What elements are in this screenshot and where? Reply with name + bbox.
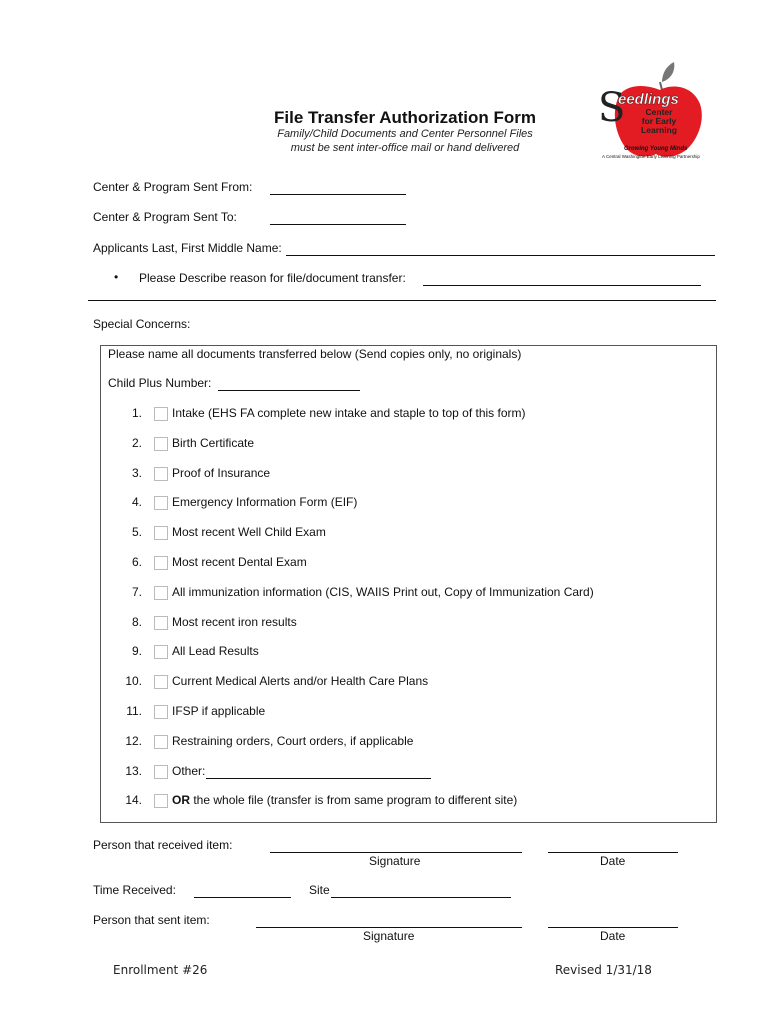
checklist-item-text: Current Medical Alerts and/or Health Care Plans: [172, 674, 429, 688]
received-date-line[interactable]: [548, 852, 678, 853]
reason-line[interactable]: [423, 285, 701, 286]
checklist-item-number: 13.: [125, 764, 142, 778]
checklist-checkbox[interactable]: [154, 437, 168, 451]
checklist-checkbox[interactable]: [154, 765, 168, 779]
checklist-item-text: IFSP if applicable: [172, 704, 266, 718]
checklist-item-text: Emergency Information Form (EIF): [172, 495, 358, 509]
checklist-item-number: 8.: [131, 615, 142, 629]
sent-date-line[interactable]: [548, 927, 678, 928]
checklist-checkbox[interactable]: [154, 645, 168, 659]
logo-line3: Learning: [641, 125, 677, 135]
checklist-item-number: 14.: [125, 793, 142, 807]
footer-revised: Revised 1/31/18: [555, 963, 652, 977]
checklist-checkbox[interactable]: [154, 675, 168, 689]
checklist-item-text: [172, 793, 517, 807]
applicant-name-label: Applicants Last, First Middle Name:: [93, 241, 282, 255]
logo-line2: for Early: [641, 116, 677, 126]
checklist-checkbox[interactable]: [154, 705, 168, 719]
other-line[interactable]: [206, 778, 431, 779]
sent-to-label: Center & Program Sent To:: [93, 210, 237, 224]
sent-from-line[interactable]: [270, 194, 406, 195]
checklist-checkbox[interactable]: [154, 407, 168, 421]
logo-partnership: A Central Washington Early Learning Partnership: [602, 154, 700, 159]
form-title: File Transfer Authorization Form: [274, 108, 536, 127]
checklist-checkbox[interactable]: [154, 467, 168, 481]
bullet-icon: •: [114, 270, 119, 284]
documents-instruction: Please name all documents transferred below (Send copies only, no originals): [108, 347, 522, 361]
sent-to-line[interactable]: [270, 224, 406, 225]
sent-signature-caption: Signature: [363, 929, 415, 943]
checklist-item-text: Most recent Dental Exam: [172, 555, 307, 569]
checklist-item-text: Proof of Insurance: [172, 466, 271, 480]
checklist-item-number: 1.: [131, 406, 142, 420]
time-received-label: Time Received:: [93, 883, 176, 897]
special-concerns-label: Special Concerns:: [93, 317, 191, 331]
checklist-item-text: Birth Certificate: [172, 436, 255, 450]
checklist-item-text: Most recent iron results: [172, 615, 297, 629]
logo-tagline: Growing Young Minds: [624, 146, 688, 152]
time-received-line[interactable]: [194, 897, 291, 898]
reason-line-2[interactable]: [88, 300, 716, 301]
sent-from-label: Center & Program Sent From:: [93, 180, 253, 194]
reason-label: Please Describe reason for file/document transfer:: [139, 271, 406, 285]
checklist-item-number: 3.: [131, 466, 142, 480]
checklist-item-number: 5.: [131, 525, 142, 539]
checklist-checkbox[interactable]: [154, 586, 168, 600]
checklist-item-text: Other:: [172, 764, 206, 778]
form-subtitle-line2: must be sent inter-office mail or hand delivered: [290, 142, 520, 154]
checklist-item-number: 2.: [131, 436, 142, 450]
checklist-checkbox[interactable]: [154, 556, 168, 570]
logo-line1: Center: [645, 107, 673, 117]
checklist-or-label: OR: [172, 793, 190, 807]
checklist-checkbox[interactable]: [154, 794, 168, 808]
applicant-name-line[interactable]: [286, 255, 715, 256]
checklist-item-number: 9.: [131, 644, 142, 658]
checklist-item-number: 11.: [126, 704, 142, 718]
checklist-item-text: Restraining orders, Court orders, if applicable: [172, 734, 414, 748]
child-plus-line[interactable]: [218, 390, 360, 391]
received-signature-caption: Signature: [369, 854, 421, 868]
site-line[interactable]: [331, 897, 511, 898]
checklist-checkbox[interactable]: [154, 496, 168, 510]
site-label: Site: [309, 883, 330, 897]
child-plus-label: Child Plus Number:: [108, 376, 212, 390]
checklist-item-number: 10.: [125, 674, 142, 688]
sent-date-caption: Date: [600, 929, 626, 943]
checklist-item-number: 7.: [131, 585, 142, 599]
checklist-item-number: 4.: [131, 495, 142, 509]
form-subtitle-line1: Family/Child Documents and Center Personnel Files: [277, 128, 533, 140]
checklist-item-number: 12.: [125, 734, 142, 748]
checklist-checkbox[interactable]: [154, 735, 168, 749]
checklist-checkbox[interactable]: [154, 526, 168, 540]
received-by-label: Person that received item:: [93, 838, 233, 852]
checklist-checkbox[interactable]: [154, 616, 168, 630]
sent-signature-line[interactable]: [256, 927, 522, 928]
checklist-item-label: the whole file (transfer is from same program to different site): [193, 793, 518, 807]
sent-by-label: Person that sent item:: [93, 913, 210, 927]
footer-enrollment: Enrollment #26: [113, 963, 208, 977]
checklist-item-text: Intake (EHS FA complete new intake and staple to top of this form): [172, 406, 526, 420]
checklist-item-number: 6.: [131, 555, 142, 569]
received-date-caption: Date: [600, 854, 626, 868]
checklist-item-text: All Lead Results: [172, 644, 259, 658]
received-signature-line[interactable]: [270, 852, 522, 853]
checklist-item-text: Most recent Well Child Exam: [172, 525, 326, 539]
checklist-item-text: All immunization information (CIS, WAIIS Print out, Copy of Immunization Card): [172, 585, 594, 599]
seedlings-logo: S eedlings Center for Early Learning: [596, 60, 706, 170]
